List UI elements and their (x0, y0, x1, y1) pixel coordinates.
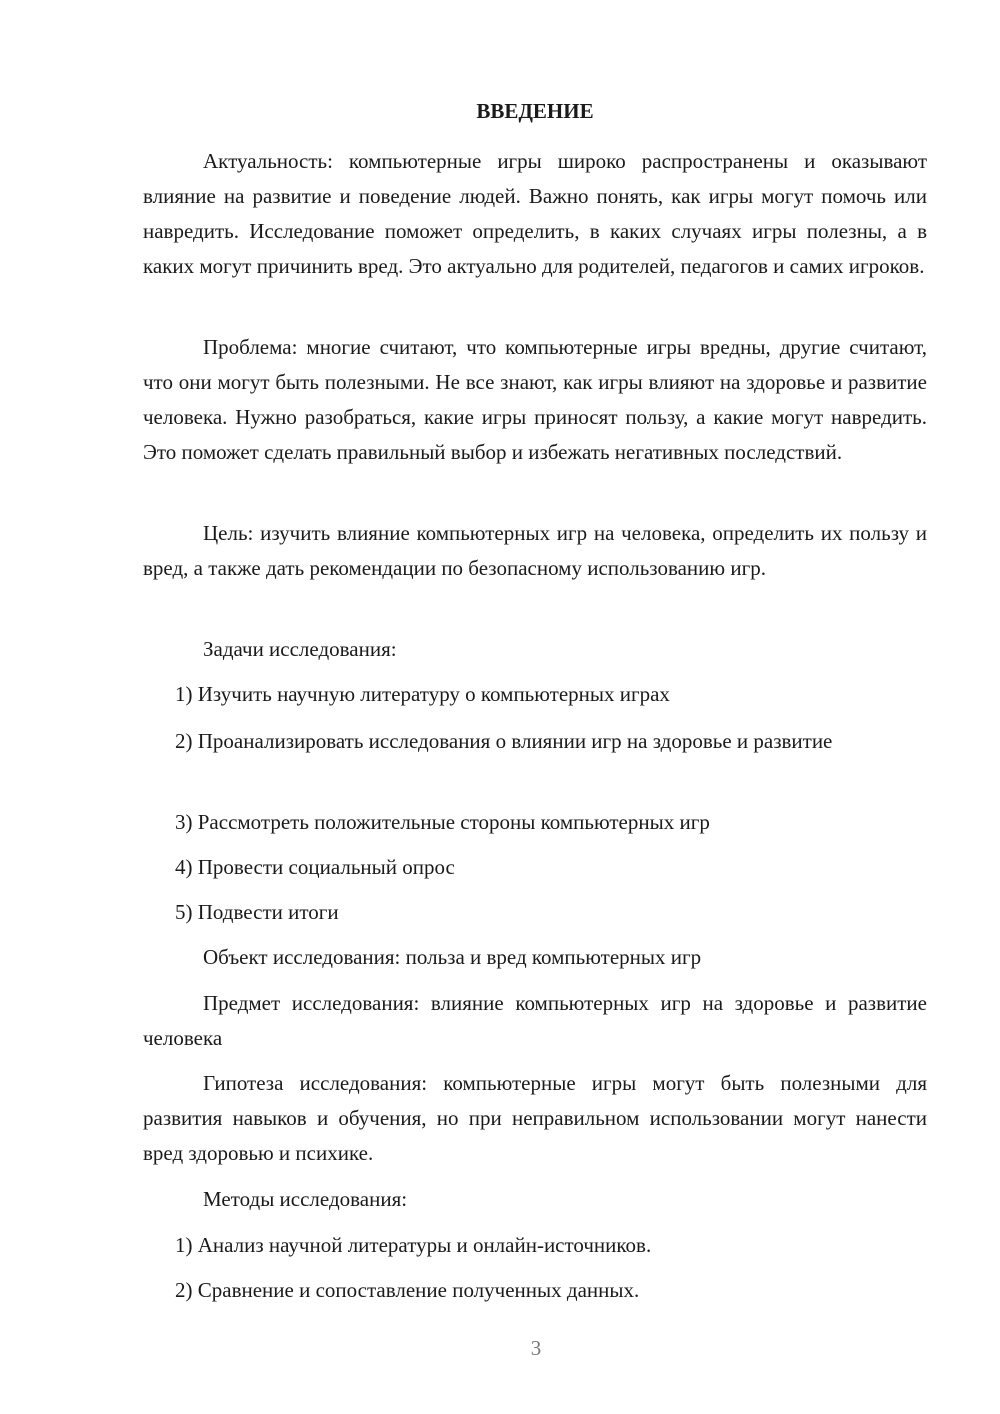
task-item: 4) Провести социальный опрос (175, 855, 455, 879)
method-item: 2) Сравнение и сопоставление полученных данных. (175, 1278, 640, 1302)
tasks-heading: Задачи исследования: (203, 637, 397, 661)
goal-paragraph: Цель: изучить влияние компьютерных игр на человека, определить их пользу и вред, а также дать рекомендации по безопасному использованию игр. (143, 521, 927, 580)
methods-heading: Методы исследования: (203, 1187, 408, 1211)
problem-paragraph: Проблема: многие считают, что компьютерные игры вредны, другие считают, что они могут быть полезными. Не все знают, как игры влияют на здоровье и развитие человека. Нужно разобраться, какие игры приносят пользу, а какие могут навредить. Это поможет сделать правильный выбор и избежать негативных последствий. (143, 335, 927, 464)
task-item: 1) Изучить научную литературу о компьютерных играх (175, 682, 670, 706)
relevance-paragraph: Актуальность: компьютерные игры широко распространены и оказывают влияние на развитие и поведение людей. Важно понять, как игры могут помочь или навредить. Исследование поможет определить, в каких случаях игры полезны, а в каких могут причинить вред. Это актуально для родителей, педагогов и самих игроков. (143, 149, 927, 278)
task-item: 2) Проанализировать исследования о влиянии игр на здоровье и развитие (175, 729, 833, 753)
object-paragraph: Объект исследования: польза и вред компьютерных игр (203, 945, 702, 969)
subject-paragraph: Предмет исследования: влияние компьютерных игр на здоровье и развитие человека (143, 991, 927, 1050)
task-item: 5) Подвести итоги (175, 900, 339, 924)
method-item: 1) Анализ научной литературы и онлайн-источников. (175, 1233, 652, 1257)
task-item: 3) Рассмотреть положительные стороны компьютерных игр (175, 810, 710, 834)
section-title: ВВЕДЕНИЕ (476, 99, 594, 123)
hypothesis-paragraph: Гипотеза исследования: компьютерные игры могут быть полезными для развития навыков и обучения, но при неправильном использовании могут нанести вред здоровью и психике. (143, 1071, 927, 1165)
page-number: 3 (530, 1336, 542, 1360)
